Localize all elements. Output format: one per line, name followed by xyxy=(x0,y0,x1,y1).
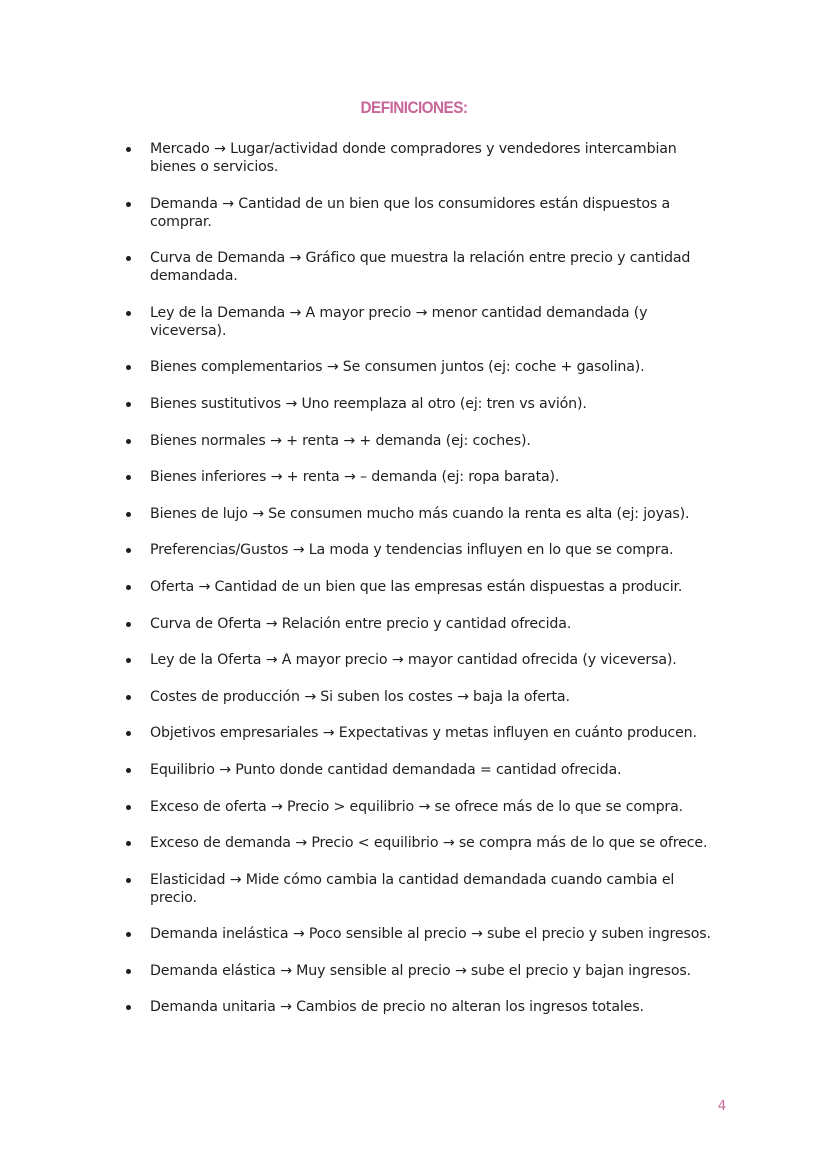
definition-item: Demanda unitaria → Cambios de precio no alteran los ingresos totales. xyxy=(124,998,724,1016)
definition-item: Equilibrio → Punto donde cantidad demandada = cantidad ofrecida. xyxy=(124,761,724,779)
definition-item: Objetivos empresariales → Expectativas y metas influyen en cuánto producen. xyxy=(124,724,724,742)
definition-item: Demanda → Cantidad de un bien que los consumidores están dispuestos a comprar. xyxy=(124,195,724,231)
definition-item: Bienes sustitutivos → Uno reemplaza al otro (ej: tren vs avión). xyxy=(124,395,724,413)
definition-item: Bienes de lujo → Se consumen mucho más cuando la renta es alta (ej: joyas). xyxy=(124,505,724,523)
definition-item: Elasticidad → Mide cómo cambia la cantidad demandada cuando cambia el precio. xyxy=(124,871,724,907)
definition-item: Costes de producción → Si suben los costes → baja la oferta. xyxy=(124,688,724,706)
definition-item: Bienes normales → + renta → + demanda (ej: coches). xyxy=(124,432,724,450)
definition-item: Ley de la Oferta → A mayor precio → mayor cantidad ofrecida (y viceversa). xyxy=(124,651,724,669)
definition-item: Bienes complementarios → Se consumen juntos (ej: coche + gasolina). xyxy=(124,358,724,376)
definition-item: Mercado → Lugar/actividad donde compradores y vendedores intercambian bienes o servicios. xyxy=(124,140,724,176)
definition-item: Exceso de oferta → Precio > equilibrio → se ofrece más de lo que se compra. xyxy=(124,798,724,816)
definition-item: Bienes inferiores → + renta → – demanda (ej: ropa barata). xyxy=(124,468,724,486)
definition-item: Curva de Demanda → Gráfico que muestra la relación entre precio y cantidad demandada. xyxy=(124,249,724,285)
definition-item: Demanda elástica → Muy sensible al precio → sube el precio y bajan ingresos. xyxy=(124,962,724,980)
page-title: DEFINICIONES: xyxy=(360,98,468,117)
page-number: 4 xyxy=(717,1099,727,1114)
definitions-list xyxy=(124,140,724,1035)
definition-item: Demanda inelástica → Poco sensible al precio → sube el precio y suben ingresos. xyxy=(124,925,724,943)
definition-item: Oferta → Cantidad de un bien que las empresas están dispuestas a producir. xyxy=(124,578,724,596)
definition-item: Exceso de demanda → Precio < equilibrio → se compra más de lo que se ofrece. xyxy=(124,834,724,852)
definition-item: Preferencias/Gustos → La moda y tendencias influyen en lo que se compra. xyxy=(124,541,724,559)
definition-item: Curva de Oferta → Relación entre precio y cantidad ofrecida. xyxy=(124,615,724,633)
definition-item: Ley de la Demanda → A mayor precio → menor cantidad demandada (y viceversa). xyxy=(124,304,724,340)
